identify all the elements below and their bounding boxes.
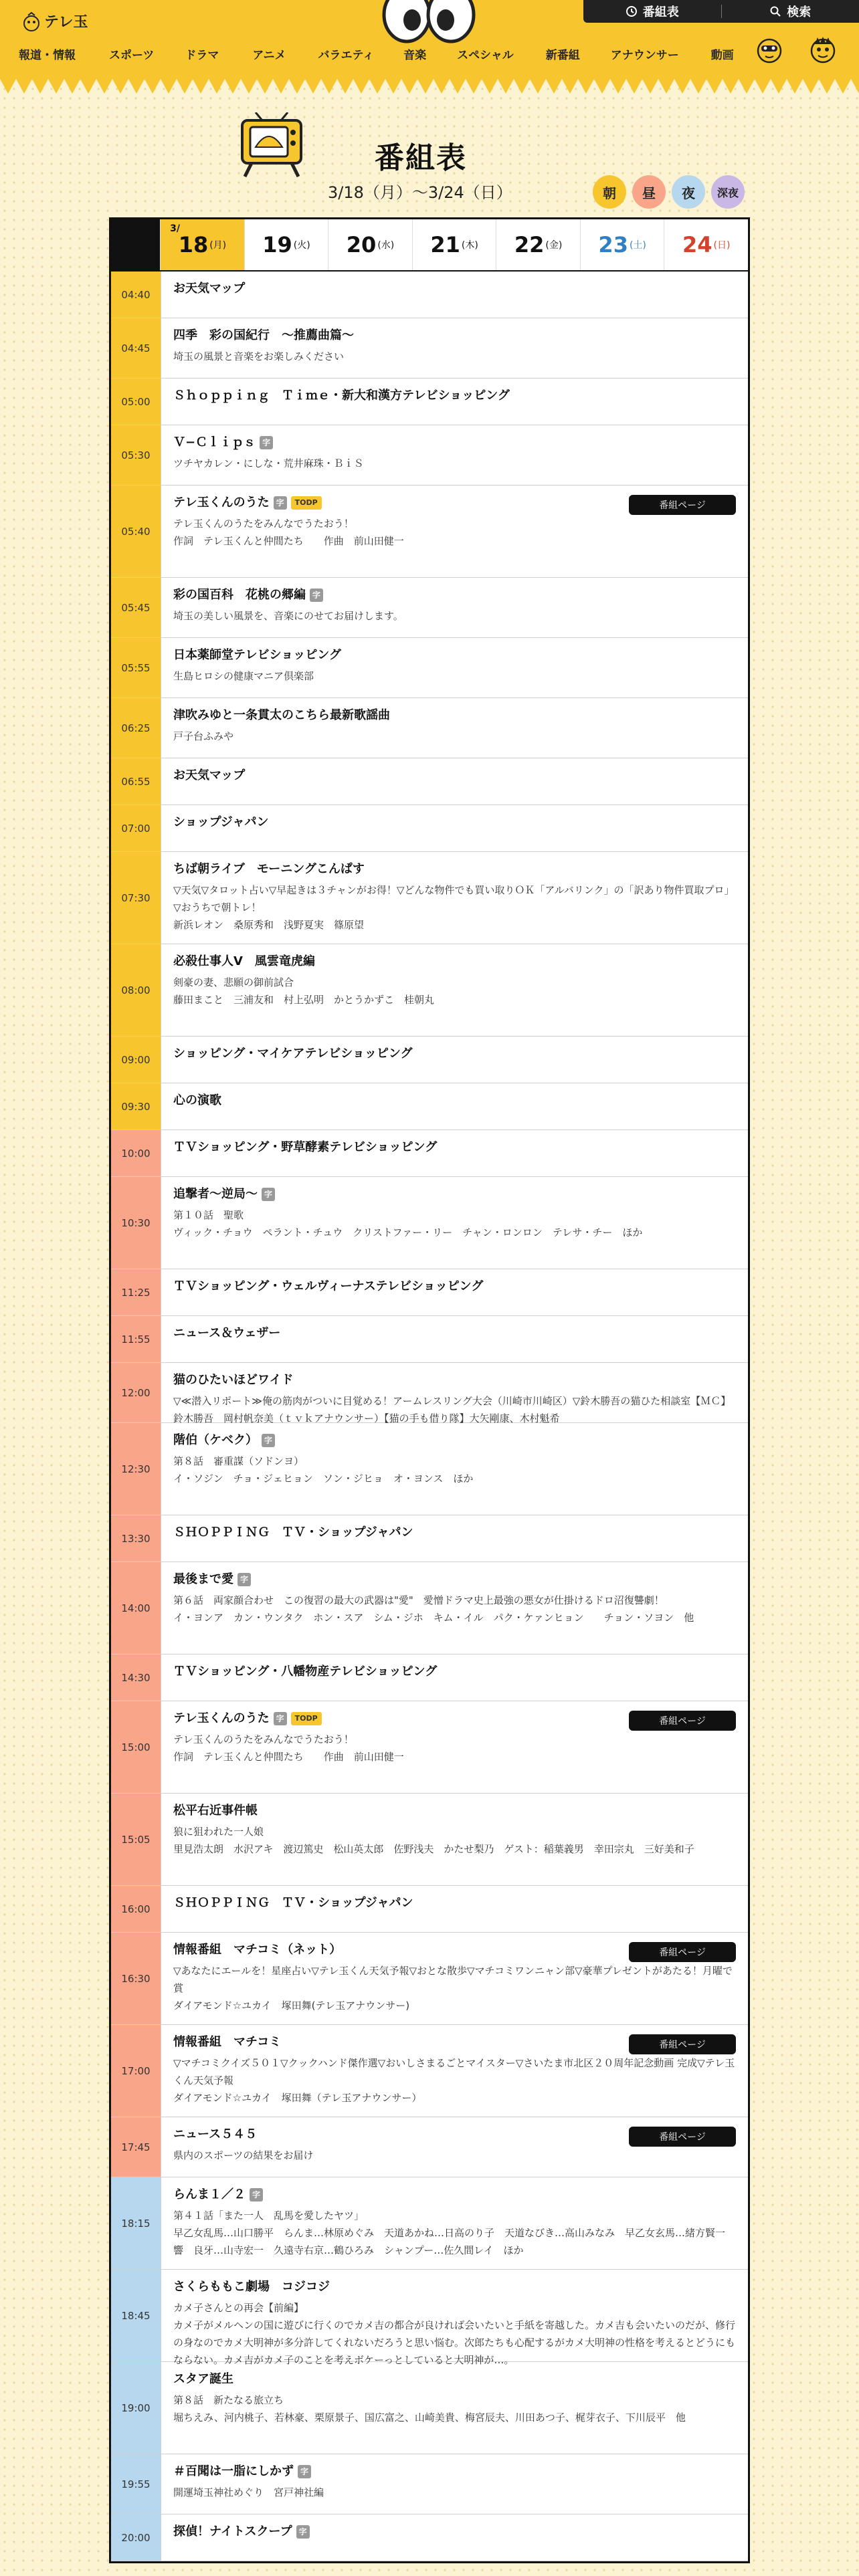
- program-title[interactable]: Ｖ−Ｃｌｉｐｓ: [173, 435, 256, 449]
- program-description: イ・ヨンア カン・ウンタク ホン・スア シム・ジホ キム・イル パク・ケァンヒョン チョン・ソヨン 他: [173, 1612, 694, 1624]
- subtitle-badge-icon: 字: [260, 436, 273, 449]
- program-time: 05:40: [111, 486, 161, 577]
- program-row: [111, 944, 748, 1037]
- day-weekday: (水): [377, 240, 395, 251]
- program-description: 里見浩太朗 水沢アキ 渡辺篤史 松山英太郎 佐野浅夫 かたせ梨乃 ゲスト：稲葉義男 幸田宗丸 三好美和子: [173, 1843, 694, 1855]
- program-info: [161, 1794, 748, 1885]
- nav-item-announcers[interactable]: アナウンサー: [610, 49, 679, 62]
- program-title[interactable]: ショッピング・マイケアテレビショッピング: [173, 1047, 413, 1061]
- subtitle-badge-icon: 字: [274, 1712, 287, 1725]
- program-time: 16:30: [111, 1933, 161, 2024]
- program-title[interactable]: 日本薬師堂テレビショッピング: [173, 648, 341, 662]
- program-time: 14:30: [111, 1654, 161, 1701]
- program-info: [161, 425, 748, 485]
- day-number: 21: [430, 232, 460, 257]
- program-row: [111, 486, 748, 578]
- program-title-row: [173, 1186, 736, 1202]
- program-title[interactable]: 津吹みゆと一条貫太のこちら最新歌謡曲: [173, 708, 390, 722]
- program-page-button[interactable]: 番組ページ: [629, 495, 736, 515]
- day-number: 20: [346, 232, 377, 257]
- subtitle-badge-icon: 字: [296, 2525, 310, 2539]
- program-row: [111, 758, 748, 805]
- program-title-row: [173, 768, 736, 784]
- subtitle-badge-icon: 字: [274, 496, 287, 510]
- day-tabs-corner: [111, 219, 160, 270]
- program-title-row: [173, 1093, 736, 1109]
- program-title-row: [173, 281, 736, 297]
- program-title[interactable]: 情報番組 マチコミ: [173, 2035, 282, 2049]
- program-time: 05:45: [111, 578, 161, 637]
- program-time: 10:30: [111, 1177, 161, 1269]
- program-time: 09:00: [111, 1037, 161, 1083]
- program-title-row: [173, 1140, 736, 1156]
- program-row: [111, 1083, 748, 1130]
- clock-icon: [626, 5, 638, 17]
- program-title[interactable]: テレ玉くんのうた: [173, 496, 270, 510]
- program-description: 生島ヒロシの健康マニア倶楽部: [173, 670, 314, 682]
- program-description: ▽≪潜入リポート≫俺の筋肉がついに目覚める！アームレスリング大会（川崎市川崎区）▽鈴木勝吾の猫ひた相談室【ＭＣ】鈴木勝吾 岡村帆奈美（ｔｖｋアナウンサー）【猫の手も借り隊】大矢剛康、木村魁希: [173, 1395, 731, 1424]
- site-header: [0, 0, 859, 79]
- nav-item-music[interactable]: 音楽: [403, 49, 427, 62]
- schedule-table: [109, 217, 750, 2563]
- nav-item-sports[interactable]: スポーツ: [109, 49, 155, 62]
- program-title[interactable]: 松平右近事件帳: [173, 1804, 258, 1818]
- day-weekday: (木): [461, 240, 478, 251]
- search-icon: [769, 5, 781, 17]
- program-title[interactable]: ニュース＆ウェザー: [173, 1326, 281, 1340]
- program-row: [111, 379, 748, 425]
- program-time: 19:00: [111, 2362, 161, 2454]
- program-title[interactable]: ちば朝ライブ モーニングこんぱす: [173, 862, 365, 876]
- program-time: 11:55: [111, 1316, 161, 1362]
- program-row: [111, 1423, 748, 1515]
- program-row: [111, 1269, 748, 1316]
- program-page-button[interactable]: 番組ページ: [629, 2127, 736, 2147]
- program-info: [161, 272, 748, 318]
- program-title-row: [173, 815, 736, 831]
- todp-badge-icon: TODP: [291, 496, 322, 510]
- program-description: ▽天気▽タロット占い▽早起きは３チャンがお得！▽どんな物件でも買い取りＯＫ「アルバリンク」の「訳あり物件買取プロ」 ▽おうちで朝トレ！: [173, 884, 739, 914]
- program-title[interactable]: さくらももこ劇場 コジコジ: [173, 2280, 330, 2294]
- mascot-character-2-icon[interactable]: [808, 35, 838, 64]
- period-filter-noon[interactable]: 昼: [632, 175, 666, 209]
- program-time: 04:40: [111, 272, 161, 318]
- day-tab-22[interactable]: [496, 219, 580, 270]
- program-info: [161, 486, 748, 577]
- program-title[interactable]: ニュース５４５: [173, 2127, 258, 2141]
- program-description: ダイアモンド☆ユカイ 塚田舞（テレ玉アナウンサー）: [173, 2092, 422, 2104]
- program-row: [111, 1363, 748, 1423]
- program-row: [111, 1654, 748, 1701]
- program-title[interactable]: 探偵！ナイトスクープ: [173, 2525, 292, 2539]
- tv-guide-label: 番組表: [642, 5, 679, 19]
- program-info: [161, 2025, 748, 2117]
- program-description: 藤田まこと 三浦友和 村上弘明 かとうかずこ 桂朝丸: [173, 994, 435, 1006]
- program-title-row: [173, 1572, 736, 1588]
- program-time: 12:00: [111, 1363, 161, 1422]
- program-title-row: [173, 647, 736, 663]
- day-number: 18: [178, 232, 209, 257]
- program-info: [161, 2454, 748, 2514]
- program-time: 07:30: [111, 852, 161, 944]
- subtitle-badge-icon: 字: [237, 1573, 251, 1586]
- subtitle-badge-icon: 字: [262, 1434, 275, 1447]
- program-info: [161, 1083, 748, 1130]
- program-title-row: [173, 1325, 736, 1341]
- day-number: 24: [682, 232, 712, 257]
- program-row: [111, 1316, 748, 1363]
- program-title[interactable]: 彩の国百科 花桃の郷編: [173, 588, 306, 602]
- program-description: ▽マチコミクイズ５０１▽クックハンド傑作選▽おいしさまるごとマイスター▽さいたま市北区２０周年記念動画 完成▽テレ玉くん天気予報: [173, 2057, 735, 2086]
- program-title[interactable]: 最後まで愛: [173, 1572, 233, 1586]
- program-row: [111, 1130, 748, 1177]
- program-row: [111, 2270, 748, 2366]
- nav-item-videos[interactable]: 動画: [710, 49, 734, 62]
- nav-item-drama[interactable]: ドラマ: [185, 49, 219, 62]
- program-description: 第８話 審重謀（ソドンヨ）: [173, 1455, 304, 1467]
- program-description: 開運埼玉神社めぐり 宮戸神社編: [173, 2486, 324, 2498]
- program-row: [111, 2454, 748, 2514]
- program-title[interactable]: 必殺仕事人Ⅴ 風雲竜虎編: [173, 954, 315, 968]
- program-title[interactable]: 心の演歌: [173, 1093, 221, 1107]
- program-title[interactable]: お天気マップ: [173, 282, 246, 296]
- program-info: [161, 2514, 748, 2561]
- nav-item-special[interactable]: スペシャル: [457, 49, 514, 62]
- program-time: 07:00: [111, 805, 161, 851]
- program-title[interactable]: テレ玉くんのうた: [173, 1711, 270, 1725]
- program-title[interactable]: ＳＨＯＰＰＩＮＧ ＴＶ・ショップジャパン: [173, 1525, 413, 1539]
- program-title-row: [173, 2279, 736, 2295]
- program-title[interactable]: 階伯（ケベク）: [173, 1433, 258, 1447]
- header-zigzag-edge: [0, 79, 859, 98]
- program-description: 作詞 テレ玉くんと仲間たち 作曲 前山田健一: [173, 535, 404, 547]
- program-time: 19:55: [111, 2454, 161, 2514]
- program-time: 04:45: [111, 318, 161, 378]
- program-time: 15:05: [111, 1794, 161, 1885]
- program-title[interactable]: スタア誕生: [173, 2372, 233, 2386]
- program-time: 20:00: [111, 2514, 161, 2561]
- program-info: [161, 1654, 748, 1701]
- date-range: 3/18（月）〜3/24（日）: [328, 183, 512, 202]
- program-info: [161, 2177, 748, 2269]
- program-title-row: [173, 954, 736, 970]
- period-filter-morning[interactable]: 朝: [593, 175, 626, 209]
- day-weekday: (土): [629, 240, 646, 251]
- program-row: [111, 2117, 748, 2177]
- program-title-row: [173, 587, 736, 603]
- program-row: [111, 638, 748, 698]
- program-title[interactable]: 四季 彩の国紀行 〜推薦曲篇〜: [173, 328, 354, 342]
- program-info: [161, 1177, 748, 1269]
- todp-badge-icon: TODP: [291, 1712, 322, 1725]
- program-info: [161, 1515, 748, 1562]
- day-weekday: (金): [545, 240, 563, 251]
- program-title[interactable]: 追撃者〜逆局〜: [173, 1187, 258, 1201]
- program-description: 早乙女乱馬…山口勝平 らんま…林原めぐみ 天道あかね…日高のり子 天道なびき…高山みなみ 早乙女玄馬…緒方賢一 響 良牙…山寺宏一 久遠寺右京…鶴ひろみ シャンプー…佐久間レイ ほか: [173, 2227, 736, 2256]
- top-utility-bar: [583, 0, 859, 23]
- day-weekday: (月): [209, 240, 227, 251]
- program-row: [111, 1886, 748, 1933]
- program-list: [111, 272, 748, 2561]
- program-description: テレ玉くんのうたをみんなでうたおう！: [173, 518, 354, 530]
- program-row: [111, 318, 748, 379]
- day-tab-18[interactable]: [160, 219, 244, 270]
- program-info: [161, 2117, 748, 2177]
- program-description: カメ子がメルヘンの国に遊びに行くのでカメ吉の都合が良ければ会いたいと手紙を寄越した。カメ吉も会いたいのだが、修行の身なのでカメ大明神が多分許してくれないだろうと思い悩む。次郎たちも心配するがカメ大明神の性格を考えるとどうにもならない。カメ吉がカメ子のことを考えボケーっとしていると大明神が…。: [173, 2319, 736, 2366]
- program-description: 第８話 新たなる旅立ち: [173, 2394, 284, 2406]
- program-description: 堀ちえみ、河内桃子、若林豪、栗原景子、国広富之、山崎美貴、梅宮辰夫、川田あつ子、梶芽衣子、下川辰平 他: [173, 2411, 686, 2424]
- program-info: [161, 758, 748, 804]
- program-time: 13:30: [111, 1515, 161, 1562]
- program-info: [161, 638, 748, 697]
- program-title-row: [173, 1432, 736, 1448]
- day-tab-21[interactable]: [412, 219, 496, 270]
- program-time: 08:00: [111, 944, 161, 1036]
- program-title-row: [173, 1525, 736, 1541]
- program-description: 剣豪の妻、悲願の御前試合: [173, 976, 294, 988]
- program-title[interactable]: ショップジャパン: [173, 815, 269, 829]
- program-time: 10:00: [111, 1130, 161, 1176]
- program-time: 18:15: [111, 2177, 161, 2269]
- program-description: テレ玉くんのうたをみんなでうたおう！: [173, 1733, 354, 1745]
- nav-item-news[interactable]: 報道・情報: [19, 49, 76, 62]
- program-row: [111, 1562, 748, 1654]
- day-tab-20[interactable]: [328, 219, 412, 270]
- program-description: 戸子台ふみや: [173, 730, 234, 742]
- program-description: 県内のスポーツの結果をお届け: [173, 2149, 314, 2161]
- program-row: [111, 578, 748, 638]
- logo-mascot-icon: [23, 11, 40, 31]
- program-description: ヴィック・チョウ ペラント・チュウ クリストファー・リー チャン・ロンロン テレサ・チー ほか: [173, 1226, 643, 1239]
- program-title[interactable]: Ｓｈｏｐｐｉｎｇ Ｔｉｍｅ・新大和漢方テレビショッピング: [173, 389, 510, 403]
- program-row: [111, 1933, 748, 2025]
- program-info: [161, 379, 748, 425]
- program-description: 埼玉の美しい風景を、音楽にのせてお届けします。: [173, 610, 403, 622]
- program-title[interactable]: 情報番組 マチコミ（ネット）: [173, 1943, 342, 1957]
- day-tab-23[interactable]: [580, 219, 664, 270]
- nav-item-variety[interactable]: バラエティ: [318, 49, 375, 62]
- program-row: [111, 272, 748, 318]
- program-info: [161, 1886, 748, 1932]
- program-title-row: [173, 1803, 736, 1819]
- search-link[interactable]: [722, 0, 859, 23]
- program-row: [111, 805, 748, 852]
- program-row: [111, 425, 748, 486]
- program-title[interactable]: ＳＨＯＰＰＩＮＧ ＴＶ・ショップジャパン: [173, 1896, 413, 1910]
- tv-icon: [235, 112, 308, 179]
- day-tabs: [111, 219, 748, 272]
- program-info: [161, 1363, 748, 1422]
- program-title-row: [173, 1279, 736, 1295]
- nav-item-anime[interactable]: アニメ: [252, 49, 286, 62]
- program-row: [111, 1794, 748, 1886]
- program-time: 14:00: [111, 1562, 161, 1654]
- program-row: [111, 1515, 748, 1562]
- subtitle-badge-icon: 字: [250, 2188, 263, 2202]
- program-info: [161, 318, 748, 378]
- program-title[interactable]: ＴＶショッピング・ウェルヴィーナステレビショッピング: [173, 1279, 484, 1293]
- program-title-row: [173, 1372, 736, 1388]
- program-info: [161, 1423, 748, 1515]
- program-time: 09:30: [111, 1083, 161, 1130]
- program-info: [161, 1037, 748, 1083]
- program-row: [111, 1037, 748, 1083]
- program-description: 第４１話「また一人 乱馬を愛したヤツ」: [173, 2210, 365, 2222]
- program-page-button[interactable]: 番組ページ: [629, 2034, 736, 2054]
- program-time: 15:00: [111, 1701, 161, 1793]
- program-title-row: [173, 388, 736, 404]
- program-info: [161, 1316, 748, 1362]
- program-info: [161, 698, 748, 758]
- program-row: [111, 2177, 748, 2270]
- program-title-row: [173, 1664, 736, 1680]
- tv-guide-link[interactable]: [583, 0, 721, 23]
- program-title[interactable]: お天気マップ: [173, 768, 246, 782]
- day-number: 23: [598, 232, 628, 257]
- program-time: 12:30: [111, 1423, 161, 1515]
- program-info: [161, 944, 748, 1036]
- program-title[interactable]: らんま１／２: [173, 2187, 246, 2202]
- period-filter-latenight[interactable]: 深夜: [711, 175, 745, 209]
- day-tab-24[interactable]: [664, 219, 748, 270]
- program-description: 第１０話 聖歌: [173, 1209, 244, 1221]
- program-info: [161, 852, 748, 944]
- program-row: [111, 1177, 748, 1269]
- program-row: [111, 2514, 748, 2561]
- program-description: 狼に狙われた一人娘: [173, 1826, 264, 1838]
- subtitle-badge-icon: 字: [310, 588, 323, 602]
- program-title-row: [173, 861, 736, 877]
- program-time: 18:45: [111, 2270, 161, 2361]
- program-row: [111, 698, 748, 758]
- day-weekday: (日): [713, 240, 731, 251]
- program-page-button[interactable]: 番組ページ: [629, 1942, 736, 1962]
- subtitle-badge-icon: 字: [262, 1188, 275, 1201]
- program-title[interactable]: ＴＶショッピング・野草酵素テレビショッピング: [173, 1140, 438, 1154]
- page-title: 番組表: [375, 141, 467, 175]
- program-title[interactable]: 猫のひたいほどワイド: [173, 1373, 294, 1387]
- program-info: [161, 578, 748, 637]
- program-title-row: [173, 2464, 736, 2480]
- program-time: 06:25: [111, 698, 161, 758]
- program-row: [111, 2025, 748, 2117]
- program-info: [161, 805, 748, 851]
- program-info: [161, 1130, 748, 1176]
- program-info: [161, 2362, 748, 2454]
- day-month: 3/: [170, 223, 181, 234]
- program-title-row: [173, 2187, 736, 2203]
- program-title-row: [173, 1895, 736, 1911]
- day-weekday: (火): [293, 240, 310, 251]
- program-title[interactable]: ＴＶショッピング・八幡物産テレビショッピング: [173, 1665, 438, 1679]
- program-time: 17:00: [111, 2025, 161, 2117]
- program-title-row: [173, 2524, 736, 2540]
- program-title-row: [173, 435, 736, 451]
- program-info: [161, 1562, 748, 1654]
- program-description: ツチヤカレン・にしな・荒井麻珠・ＢｉＳ: [173, 457, 364, 469]
- period-filter-evening[interactable]: 夜: [672, 175, 705, 209]
- program-row: [111, 852, 748, 944]
- subtitle-badge-icon: 字: [298, 2465, 311, 2478]
- program-title-row: [173, 2371, 736, 2387]
- program-description: ダイアモンド☆ユカイ 塚田舞(テレ玉アナウンサー): [173, 2000, 410, 2012]
- program-row: [111, 1701, 748, 1794]
- program-info: [161, 2270, 748, 2366]
- search-label: 検索: [787, 5, 812, 19]
- program-time: 06:55: [111, 758, 161, 804]
- program-description: 作詞 テレ玉くんと仲間たち 作曲 前山田健一: [173, 1751, 404, 1763]
- program-title-row: [173, 708, 736, 724]
- program-title[interactable]: ＃百聞は一脂にしかず: [173, 2464, 294, 2478]
- day-number: 19: [262, 232, 292, 257]
- program-time: 11:25: [111, 1269, 161, 1315]
- program-time: 17:45: [111, 2117, 161, 2177]
- program-time: 05:55: [111, 638, 161, 697]
- program-time: 05:30: [111, 425, 161, 485]
- program-time: 16:00: [111, 1886, 161, 1932]
- program-row: [111, 2362, 748, 2454]
- program-description: 埼玉の風景と音楽をお楽しみください: [173, 350, 345, 362]
- program-description: 新浜レオン 桑原秀和 浅野夏実 篠原望: [173, 919, 365, 931]
- program-info: [161, 1933, 748, 2024]
- program-title-row: [173, 1046, 736, 1062]
- program-description: カメ子さんとの再会【前編】: [173, 2302, 304, 2314]
- day-number: 22: [514, 232, 545, 257]
- program-description: イ・ソジン チョ・ジェヒョン ソン・ジヒョ オ・ヨンス ほか: [173, 1473, 474, 1485]
- program-info: [161, 1269, 748, 1315]
- mascot-character-icon[interactable]: [755, 35, 784, 64]
- logo-text: テレ玉: [44, 14, 88, 31]
- program-description: ▽あなたにエールを！星座占い▽テレ玉くん天気予報▽おとな散歩▽マチコミワンニャン部▽豪華プレゼントがあたる！月曜で賞: [173, 1965, 733, 1994]
- program-description: 第６話 両家顔合わせ この復習の最大の武器は"愛" 愛憎ドラマ史上最強の悪女が仕掛けるドロ沼復讐劇！: [173, 1594, 664, 1606]
- nav-item-new-programs[interactable]: 新番組: [545, 49, 580, 62]
- site-logo[interactable]: [23, 11, 88, 31]
- program-info: [161, 1701, 748, 1793]
- program-page-button[interactable]: 番組ページ: [629, 1711, 736, 1731]
- program-time: 05:00: [111, 379, 161, 425]
- mascot-eyes-icon: [379, 0, 479, 44]
- day-tab-19[interactable]: [244, 219, 328, 270]
- main-nav: [19, 45, 734, 62]
- program-title-row: [173, 328, 736, 344]
